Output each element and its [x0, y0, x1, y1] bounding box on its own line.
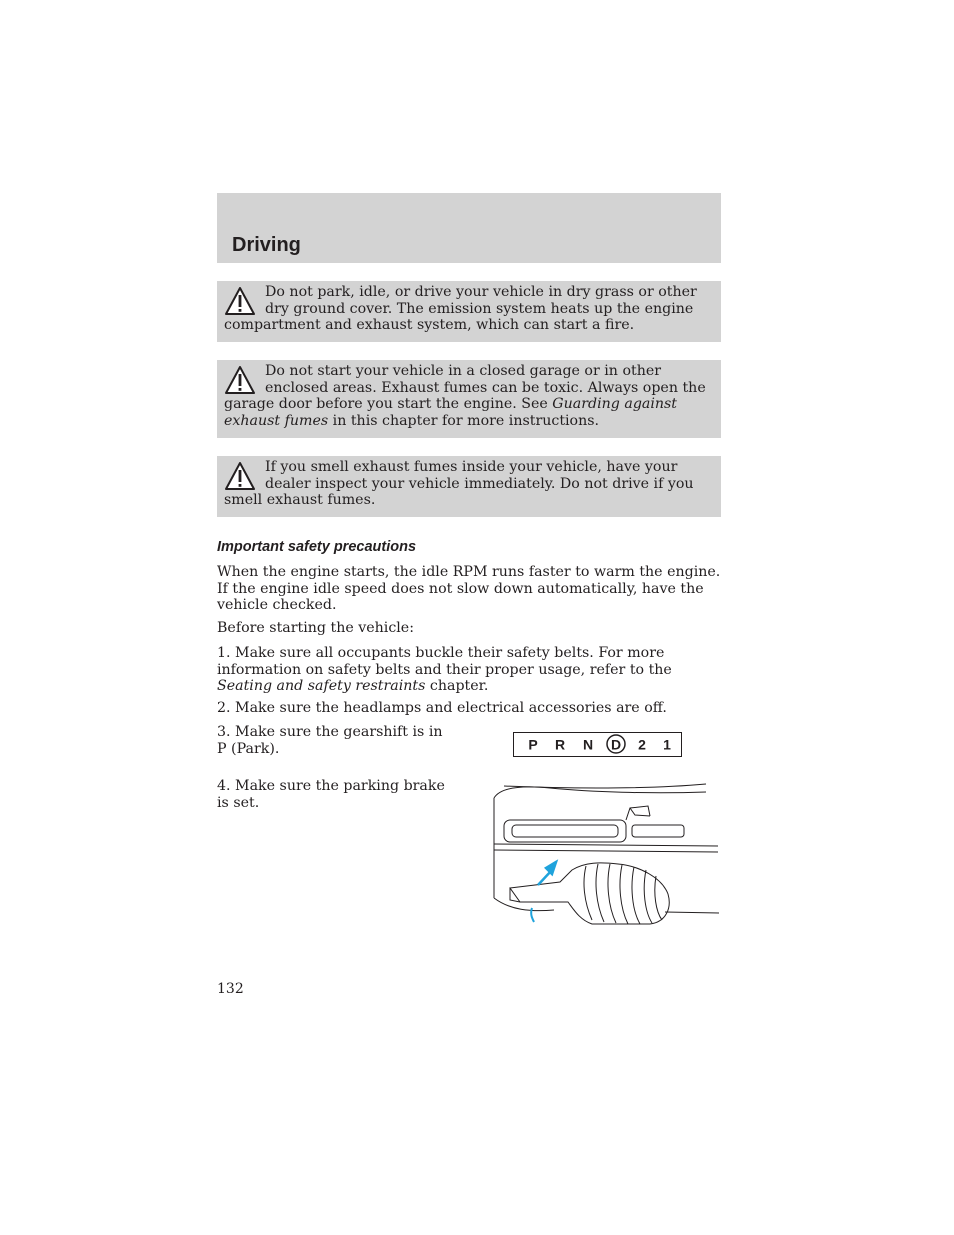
warning-box-fire [217, 281, 721, 342]
step-1-after: chapter. [425, 678, 489, 694]
gear-1: 1 [663, 736, 671, 753]
gear-indicator-graphic [514, 733, 680, 755]
step-2: 2. Make sure the headlamps and electrical accessories are off. [217, 700, 667, 716]
warning-text: Do not park, idle, or drive your vehicle in dry grass or other dry ground cover. The emission system heats up the engine compartment and exhaust system, which can start a fire. [224, 284, 697, 334]
gear-p: P [528, 736, 538, 753]
warning-text [224, 363, 713, 429]
warning-text-after: in this chapter for more instructions. [328, 412, 600, 429]
section-title: Driving [232, 234, 301, 256]
page-number: 132 [217, 981, 244, 997]
gear-2: 2 [638, 736, 646, 753]
lift-arrow-head [546, 862, 556, 874]
gear-n: N [582, 736, 594, 753]
gear-indicator [513, 732, 682, 757]
step-1 [217, 645, 722, 695]
intro-paragraph: When the engine starts, the idle RPM runs faster to warm the engine. If the engine idle speed does not slow down automatically, have the vehicle checked. [217, 564, 721, 613]
gear-r: R [554, 736, 566, 753]
before-starting-text: Before starting the vehicle: [217, 620, 414, 636]
warning-triangle-icon [224, 461, 256, 491]
header-band [217, 193, 721, 263]
subsection-heading: Important safety precautions [217, 539, 417, 555]
warning-box-garage [217, 360, 721, 438]
warning-text-before: Do not start your vehicle in a closed garage or in other enclosed areas. Exhaust fumes can be toxic. Always open the garage door before you start the engine. See [224, 363, 706, 413]
parking-brake-illustration [490, 770, 722, 930]
cross-reference-link-text: Guarding against exhaust fumes [224, 396, 678, 429]
step-1-before: 1. Make sure all occupants buckle their safety belts. For more information on safety belts and their proper usage, refer to the [217, 645, 672, 678]
warning-text: If you smell exhaust fumes inside your vehicle, have your dealer inspect your vehicle immediately. Do not drive if you smell exhaust fumes. [224, 459, 694, 509]
warning-triangle-icon [224, 365, 256, 395]
gear-d: D [610, 736, 622, 753]
warning-triangle-icon [224, 286, 256, 316]
step-4: 4. Make sure the parking brake is set. [217, 778, 445, 811]
step-1-chapter-reference: Seating and safety restraints [217, 678, 426, 694]
warning-box-fumes [217, 456, 721, 517]
step-3: 3. Make sure the gearshift is in P (Park). [217, 724, 443, 757]
